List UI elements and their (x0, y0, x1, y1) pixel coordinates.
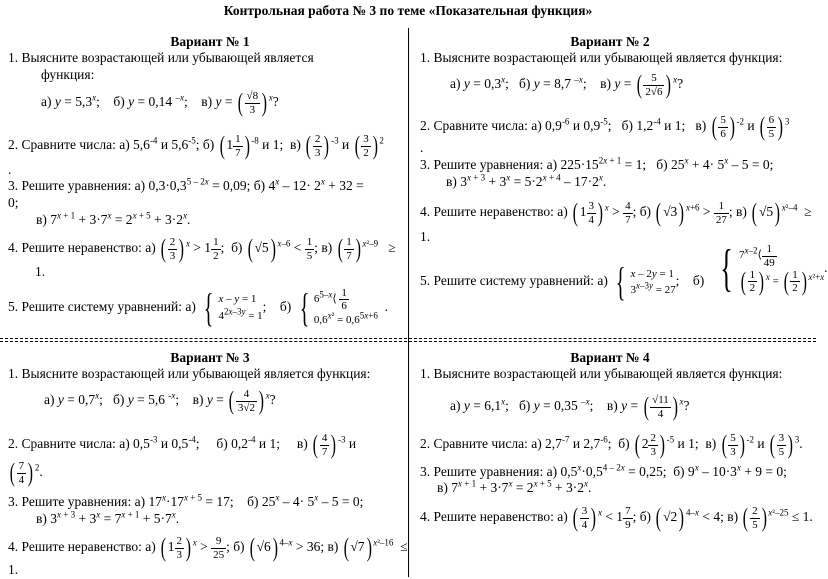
variant-3-heading: Вариант № 3 (170, 350, 250, 365)
v2-task5: 5. Решите систему уравнений: а) { x – 2y = 1 $3^{x-3y} = 27$; б) (420, 259, 705, 304)
v2-task3: 3. Решите уравнения: а) $225\cdot 15^{2x + 1} = 1$; б) $25^x + 4\cdot 5^x - 5 = 0$; (420, 155, 774, 172)
v1-task2-text: 2. Сравните числа: а) 5,6 (8, 137, 150, 153)
v2-task2-dot: . (420, 140, 424, 155)
v2-task4: 4. Решите неравенство: а) ( 1 $\frac{3}{4}$ ) $^x$ > $\frac{4}{7}$ ; б) ( √3) $^{x+6}$ > $\frac{1}{27}$ ; в) ( √5) $^{x^2-4}$ ≥ (420, 198, 812, 227)
v1-task3-line2: 0; (8, 195, 19, 210)
v4-task3-text: 3. Решите уравнения: а) 0,5 (420, 464, 578, 479)
variant-2-heading: Вариант № 2 (570, 34, 650, 49)
v1-task4: 4. Решите неравенство: а) ( $\frac{2}{3}$ ) $^x$ > 1 $\frac{1}{2}$ ; б) ( √5) $^{x-6}$ < $\frac{1}{5}$ ; в) ( $\frac{1}{7}$ ) $^{x^2-9}$ ≥ (8, 234, 396, 263)
v1-task4-text: 4. Решите неравенство: а) (8, 240, 156, 256)
v3-task2-line2: ( $\frac{7}{4}$ ) $^2$. (9, 458, 43, 487)
variant-4-heading: Вариант № 4 (570, 350, 650, 365)
v2-task3-text: 3. Решите уравнения: а) 225·15 (420, 157, 599, 172)
v1-task1-line1: 1. Выясните возрастающей или убывающей является (8, 50, 314, 65)
v3-task4: 4. Решите неравенство: а) ( 1 $\frac{2}{3}$ ) $^x$ > $\frac{9}{25}$ ; б) ( √6) $^{4-x}$ > 36; в) ( √7) $^{x^2-16}$ ≤ (8, 533, 408, 562)
v2-task5-text: 5. Решите систему уравнений: а) (420, 273, 608, 289)
page-title: Контрольная работа № 3 по теме «Показательная функция» (223, 3, 593, 18)
horizontal-divider (0, 338, 816, 339)
v4-task2: 2. Сравните числа: а) $2,7^{-7}$ и $2,7^{-6}$; б) ( 2 $\frac{2}{3}$ ) $^{-5}$ и 1; в) ( $\frac{5}{3}$ ) $^{-2}$ и ( $\frac{3}{5}$ ) $^3$. (420, 430, 803, 459)
variant-1-heading: Вариант № 1 (170, 34, 250, 49)
v3-task3-text: 3. Решите уравнения: а) 17 (8, 494, 162, 509)
v1-task3: 3. Решите уравнения: а) $0,3\cdot 0,3^{5 - 2x} = 0,09$; б) $4^x - 12\cdot 2^x + 32$ = (8, 176, 364, 193)
v1-task3-b: в) $7^{x + 1} + 3\cdot 7^x = 2^{x + 5} + 3\cdot 2^x$. (36, 210, 191, 227)
v4-task4: 4. Решите неравенство: а) ( $\frac{3}{4}$ ) $^x$ < 1 $\frac{7}{9}$ ; б) ( √2) $^{4-x}$ < 4; в) ( $\frac{2}{5}$ ) $^{x^2-25}$ ≤ 1. (420, 503, 813, 532)
v3-task3: 3. Решите уравнения: а) $17^x\cdot 17^{x + 5} = 17$; б) $25^x - 4\cdot 5^x - 5 = 0$; (8, 492, 364, 509)
v3-task1-functions: а) $y = 0,7^x$; б) y = 5,6 $^{-x}$; в) y = ( $\frac{4}{3√2}$ ) $^x$? (44, 386, 276, 415)
v2-task5-b-system: { 7$^{x-2}$⟨ $\frac{1}{49}$ ( $\frac{1}{2}$ ) $^x$ = ( $\frac{1}{2}$ ) $^{x^2+x}$. (720, 240, 828, 297)
v2-task4-text: 4. Решите неравенство: а) (420, 204, 568, 220)
v1-task4-line2: 1. (35, 264, 46, 279)
v1-task2-dot: . (8, 162, 12, 177)
v4-task1: 1. Выясните возрастающей или убывающей является функция: (420, 366, 783, 381)
v2-task2: 2. Сравните числа: а) $0,9^{-6}$ и $0,9^{-5}$; б) $1,2^{-4}$ и 1; в) ( $\frac{5}{6}$ ) $^{-2}$ и ( $\frac{6}{5}$ ) $^3$ (420, 112, 790, 141)
v2-task2-text: 2. Сравните числа: а) 0,9 (420, 118, 562, 134)
v3-task2: 2. Сравните числа: а) $0,5^{-3}$ и $0,5^{-4}$; б) $0,2^{-4}$ и 1; в) ( $\frac{4}{7}$ ) $^{-3}$ и (8, 430, 357, 459)
vertical-divider (408, 28, 409, 577)
v4-task1-functions: а) $y = 6,1^x$; б) y = 0,35 $^{-x}$; в) y = ( $\frac{√11}{4}$ ) $^x$? (450, 392, 690, 421)
v1-task5: 5. Решите систему уравнений: а) { x – y = 1 $4^{2x-3y} = 1$; б) { 6$^{5-x}$⟨ $\frac{1}{6}$ $0,6^{x^2} = 0,6^{5x+6}$ . (8, 284, 388, 330)
v3-task1: 1. Выясните возрастающей или убывающей является функция: (8, 366, 371, 381)
v2-task4-line2: 1. (420, 229, 431, 244)
v1-task5-text: 5. Решите систему уравнений: а) (8, 298, 196, 314)
horizontal-divider-2 (0, 341, 816, 342)
v2-task1-functions: а) $y = 0,3^x$; б) y = 8,7 $^{-x}$; в) y = ( $\frac{5}{2√6}$ ) $^x$? (450, 70, 684, 99)
v1-task3-text: 3. Решите уравнения: а) 0,3·0,3 (8, 178, 187, 193)
v2-task1: 1. Выясните возрастающей или убывающей является функция: (420, 50, 783, 65)
v1-task2: 2. Сравните числа: а) $5,6^{-4}$ и $5,6^{-5}$; б) ( 1 $\frac{1}{7}$ ) $^{-8}$ и 1; в) ( $\frac{2}{3}$ ) $^{-3}$ и ( $\frac{3}{2}$ ) $^2$ (8, 131, 384, 160)
v4-task4-text: 4. Решите неравенство: а) (420, 509, 568, 525)
v4-task2-text: 2. Сравните числа: а) 2,7 (420, 436, 562, 452)
v4-task3: 3. Решите уравнения: а) $0,5^x\cdot 0,5^{4 - 2x} = 0,25$; б) $9^x - 10\cdot 3^x + 9 = 0$; (420, 462, 787, 479)
v1-task1-line2: функция: (41, 67, 95, 82)
v3-task4-line2: 1. (8, 562, 19, 577)
v3-task2-text: 2. Сравните числа: а) 0,5 (8, 436, 150, 452)
v3-task3-b: в) $3^{x + 3} + 3^x = 7^{x + 1} + 5\cdot 7^x$. (36, 509, 180, 526)
v4-task3-b: в) $7^{x + 1} + 3\cdot 7^x = 2^{x + 5} + 3\cdot 2^x$. (437, 478, 592, 495)
v3-task4-text: 4. Решите неравенство: а) (8, 539, 156, 555)
v2-task3-b: в) $3^{x + 3} + 3^x = 5\cdot 2^{x + 4} - 17\cdot 2^x$. (446, 172, 607, 189)
v1-task1-functions: а) $y = 5,3^x$; б) y = 0,14 $^{-x}$; в) y = ( $\frac{√8}{3}$ ) $^x$? (41, 88, 279, 117)
